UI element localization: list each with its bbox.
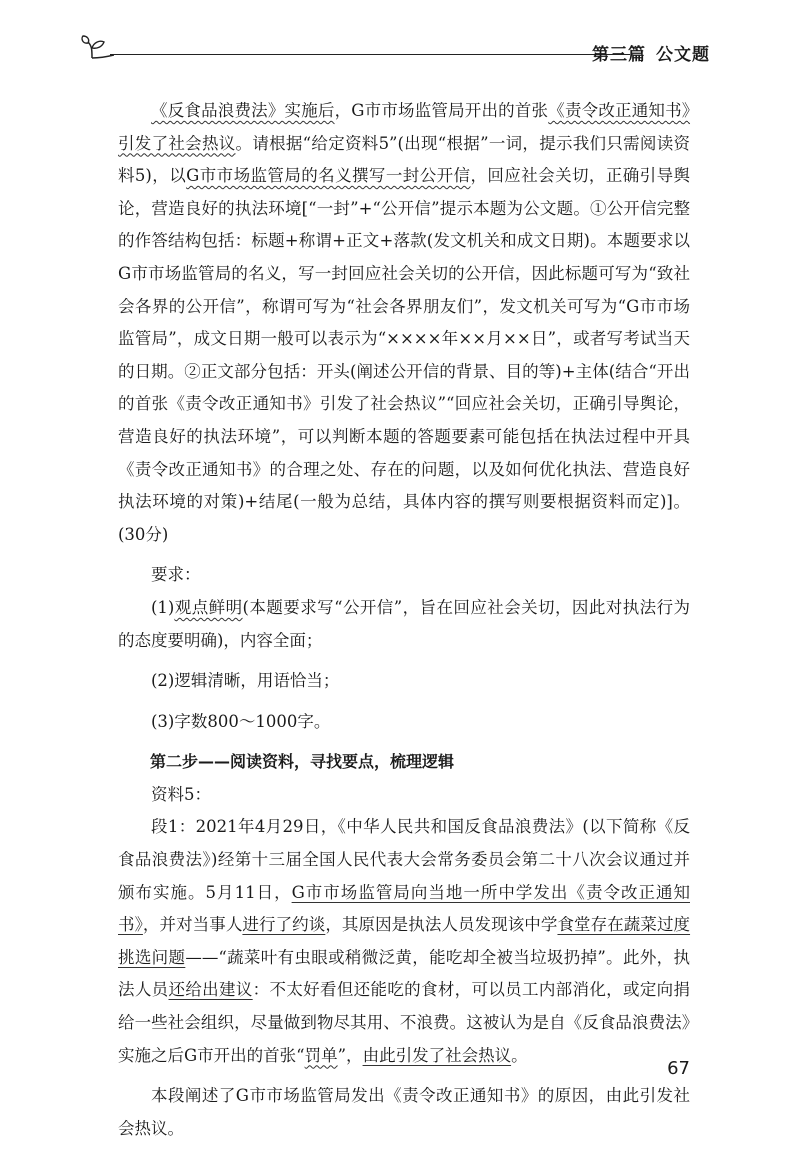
requirements-title: 要求： bbox=[151, 565, 201, 585]
section-label: 公文题 bbox=[656, 45, 710, 65]
material-title: 资料5： bbox=[151, 784, 211, 804]
annotated-text: 《反食品浪费法》实施后 bbox=[151, 101, 335, 120]
annotated-text: 《责令改正通知书》引发了社会热议 bbox=[118, 101, 691, 153]
underlined-text: 还给出建议 bbox=[168, 980, 253, 1000]
page-header bbox=[80, 32, 710, 72]
text-run: [“一封”+“公开信”提示本题为公文题。①公开信完整的作答结构包括：标题+称谓+正文+落款(发文机关和成文日期)。本题要求以G市市场监管局的名义，写一封回应社会关切的公开信，因此标题可写为“致社会各界的公开信”，称谓可写为“社会各界朋友们”，发文机关可写为“G市市场监管局”，成文日期一般可以表示为“××××年××月××日”，或者写考试当天的日期。②正文部分包括：开头(阐述公开信的背景、目的等)+主体(结合“开出的首张《责令改正通知书》引发了社会热议”“回应社会关切，正确引导舆论，营造良好的执法环境”，可以判断本题的答题要素可能包括在执法过程中开具《责令改正通知书》的合理之处、存在的问题，以及如何优化执法、营造良好执法环境的对策)+结尾(一般为总结，具体内容的撰写则要根据资料而定)]。(30分) bbox=[118, 198, 690, 544]
text-run: 。请根据“给定资料5”(出现“根据”一词，提示我们只需阅读资料5)，以 bbox=[118, 133, 690, 186]
text-run: ——“蔬菜叶有虫眼或稍微泛黄，能吃却全被当垃圾扔掉”。此外，执法人员 bbox=[118, 947, 690, 1000]
text-run: ，G市市场监管局开出的首张 bbox=[334, 101, 549, 120]
chapter-label: 第三篇 bbox=[592, 45, 646, 65]
sprout-icon bbox=[80, 34, 114, 60]
text-run: 。 bbox=[511, 1045, 528, 1065]
text-run: 段1：2021年4月29日，《中华人民共和国反食品浪费法》(以下简称《反食品浪费法》)经第十三届全国人民代表大会常务委员会第二十八次会议通过并颁布实施。5月11日， bbox=[118, 817, 690, 902]
underlined-text: G市市场监管局向当地一所中学发出《责令改正通知书》 bbox=[118, 882, 690, 935]
header-title bbox=[582, 40, 710, 65]
annotated-text: 观点鲜明 bbox=[174, 597, 243, 617]
summary-paragraph: 本段阐述了G市市场监管局发出《责令改正通知书》的原因，由此引发社会热议。 bbox=[118, 1086, 690, 1138]
text-run: ，回应社会关切，正确引导舆论，营造良好的执法环境 bbox=[118, 166, 691, 218]
page-number: 67 bbox=[667, 1058, 690, 1079]
question-paragraph bbox=[118, 95, 690, 551]
header-rule bbox=[110, 54, 630, 55]
text-run: ：不太好看但还能吃的食材，可以员工内部消化，或定向捐给一些社会组织，尽量做到物尽其用、不浪费。这被认为是自《反食品浪费法》实施之后G市开出的首张“ bbox=[118, 980, 691, 1065]
text-run: (1) bbox=[151, 597, 175, 617]
annotated-text: 罚单 bbox=[304, 1045, 338, 1065]
page-body bbox=[118, 95, 690, 1145]
requirement-item-2: (2)逻辑清晰，用语恰当； bbox=[151, 671, 340, 691]
text-run: ，并对当事人 bbox=[142, 915, 243, 935]
text-run: ”， bbox=[337, 1045, 363, 1065]
annotated-text: G市市场监管局的名义撰写一封公开信 bbox=[186, 166, 471, 186]
requirement-item-3: (3)字数800～1000字。 bbox=[151, 711, 331, 731]
text-run: (本题要求写“公开信”，旨在回应社会关切，因此对执法行为的态度要明确)，内容全面； bbox=[118, 597, 691, 650]
underlined-text: 进行了约谈 bbox=[242, 915, 326, 935]
underlined-text: 由此引发了社会热议 bbox=[362, 1045, 512, 1065]
underlined-text: 食堂存在蔬菜过度挑选问题 bbox=[118, 915, 691, 967]
material-paragraph bbox=[118, 811, 690, 1072]
requirement-item-1 bbox=[118, 592, 690, 657]
text-run: ，其原因是执法人员发现该中学 bbox=[325, 915, 558, 935]
step-heading: 第二步——阅读资料，寻找要点，梳理逻辑 bbox=[150, 752, 455, 772]
